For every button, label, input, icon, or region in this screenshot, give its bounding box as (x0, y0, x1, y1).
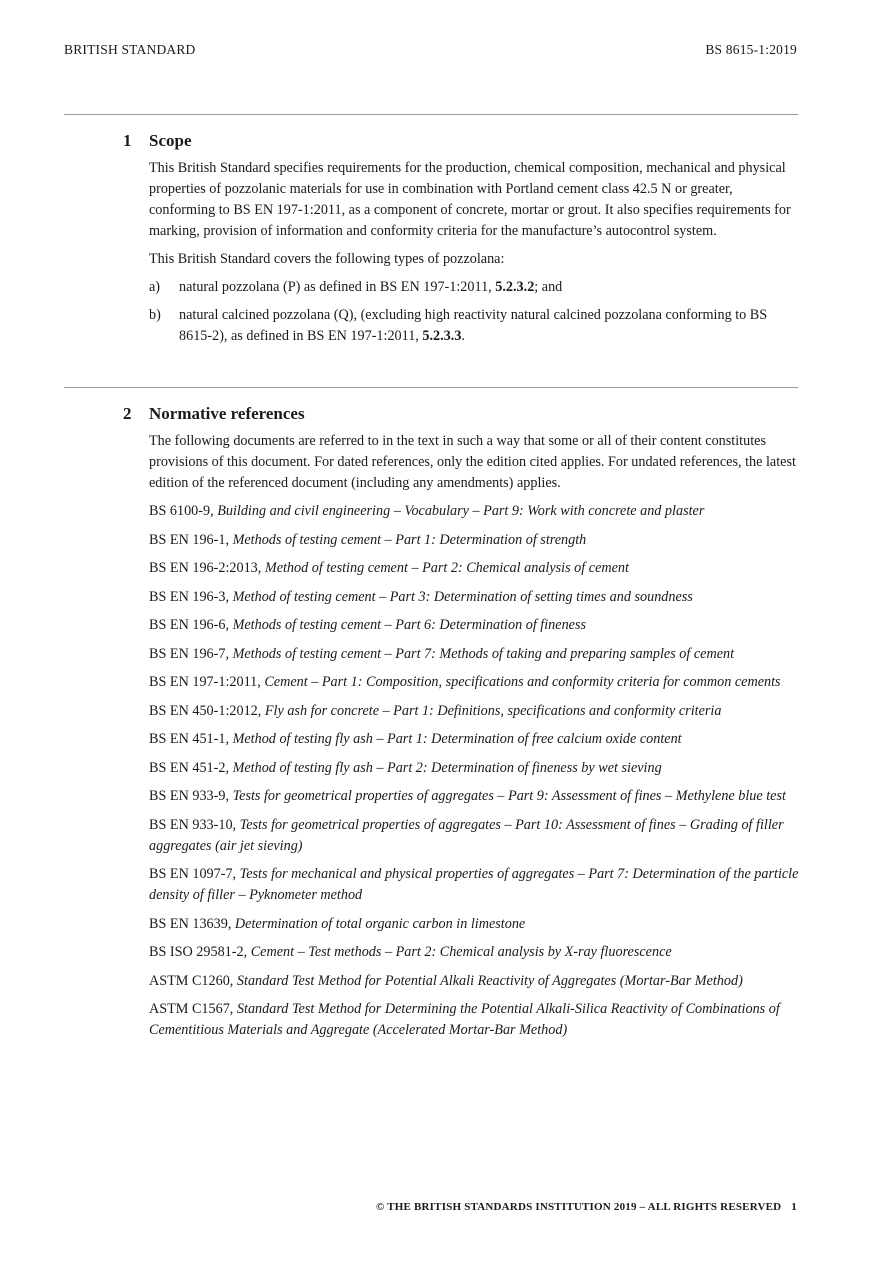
top-divider (64, 114, 798, 115)
scope-paragraph: This British Standard covers the following types of pozzolana: (149, 251, 505, 267)
scope-paragraph: This British Standard specifies requirements for the production, chemical composition, mechanical and physical properties of pozzolanic materials for use in combination with Portland cement class 42.5 N or greater, conforming to BS EN 197-1:2011, as a component of concrete, mortar or grout. It also specifies requirements for marking, provision of information and conformity criteria for the manufacture’s autocontrol system. (149, 160, 791, 239)
section-title: Normative references (149, 404, 305, 423)
list-item (149, 277, 799, 298)
reference-entry (149, 501, 799, 522)
reference-title: Methods of testing cement – Part 6: Determination of fineness (232, 617, 587, 633)
reference-code: BS EN 196-7, (149, 645, 233, 662)
page-footer (376, 1201, 797, 1213)
page-number: 1 (791, 1201, 797, 1213)
reference-entry (149, 701, 799, 722)
reference-code: BS EN 933-10, (149, 816, 240, 833)
reference-title: Method of testing fly ash – Part 1: Determination of free calcium oxide content (232, 731, 682, 747)
reference-title: Standard Test Method for Determining the Potential Alkali-Silica Reactivity of Combinations of Cementitious Materials and Aggregate (Accelerated Mortar-Bar Method) (149, 1001, 780, 1038)
reference-entry (149, 530, 799, 551)
reference-entry (149, 587, 799, 608)
list-text-end: . (461, 328, 465, 344)
reference-code: BS EN 196-6, (149, 617, 233, 633)
section-heading (0, 404, 892, 424)
reference-entry (149, 558, 799, 579)
running-header (64, 42, 797, 58)
reference-code: ASTM C1567, (149, 1001, 237, 1017)
reference-code: BS EN 450-1:2012, (149, 702, 265, 719)
section-title: Scope (149, 131, 192, 150)
header-left: BRITISH STANDARD (64, 42, 196, 57)
reference-title: Tests for geometrical properties of aggregates – Part 10: Assessment of fines – Grading of filler aggregates (air jet sieving) (149, 816, 784, 854)
section-number: 1 (123, 131, 132, 150)
reference-entry (149, 644, 799, 665)
section-divider (64, 387, 798, 388)
reference-title: Method of testing cement – Part 2: Chemical analysis of cement (264, 560, 629, 576)
list-text: natural calcined pozzolana (Q), (excluding high reactivity natural calcined pozzolana conforming to BS 8615-2), as defined in BS EN 197-1:2011, (179, 307, 768, 344)
reference-title: Determination of total organic carbon in limestone (234, 915, 526, 932)
section-heading (0, 131, 892, 151)
reference-code: BS EN 196-1, (149, 531, 233, 548)
reference-title: Methods of testing cement – Part 1: Determination of strength (232, 531, 587, 548)
reference-code: BS EN 451-2, (149, 759, 233, 776)
reference-title: Tests for mechanical and physical properties of aggregates – Part 7: Determination of the particle density of filler – Pyknometer method (149, 866, 799, 903)
reference-title: Methods of testing cement – Part 7: Methods of taking and preparing samples of cement (232, 645, 735, 662)
reference-title: Method of testing fly ash – Part 2: Determination of fineness by wet sieving (232, 759, 662, 776)
list-text: natural pozzolana (P) as defined in BS EN 197-1:2011, (179, 279, 496, 295)
reference-title: Building and civil engineering – Vocabulary – Part 9: Work with concrete and plaster (217, 503, 705, 519)
reference-entry (149, 672, 799, 693)
reference-title: Method of testing cement – Part 3: Determination of setting times and soundness (232, 588, 693, 605)
header-standard-number: BS 8615-1:2019 (705, 42, 797, 57)
list-item (149, 305, 799, 347)
reference-code: BS EN 451-1, (149, 731, 233, 747)
reference-title: Tests for geometrical properties of aggregates – Part 9: Assessment of fines – Methylene blue test (232, 788, 786, 804)
reference-entry (149, 615, 799, 636)
reference-code: ASTM C1260, (149, 972, 237, 989)
reference-title: Standard Test Method for Potential Alkali Reactivity of Aggregates (Mortar-Bar Method) (236, 972, 743, 989)
reference-code: BS EN 933-9, (149, 788, 233, 804)
reference-code: BS EN 1097-7, (149, 866, 240, 882)
reference-title: Cement – Part 1: Composition, specifications and conformity criteria for common cements (264, 674, 781, 690)
reference-entry (149, 786, 799, 807)
copyright-notice: © THE BRITISH STANDARDS INSTITUTION 2019 – ALL RIGHTS RESERVED (376, 1201, 782, 1213)
reference-code: BS EN 196-3, (149, 588, 233, 605)
reference-entry (149, 729, 799, 750)
reference-entry (149, 971, 799, 992)
reference-code: BS 6100-9, (149, 503, 218, 519)
reference-list (149, 501, 799, 1041)
reference-entry (149, 758, 799, 779)
reference-code: BS EN 196-2:2013, (149, 560, 265, 576)
intro-paragraph: The following documents are referred to in the text in such a way that some or all of their content constitutes provisions of this document. For dated references, only the edition cited applies. For undated references, the latest edition of the referenced document (including any amendments) applies. (149, 433, 796, 491)
clause-reference: 5.2.3.3 (422, 328, 462, 344)
section-normative-references (0, 404, 892, 1049)
reference-code: BS EN 13639, (149, 915, 235, 932)
reference-entry (149, 999, 799, 1041)
reference-entry (149, 942, 799, 963)
section-number: 2 (123, 404, 132, 423)
list-label: a) (149, 279, 161, 295)
reference-title: Cement – Test methods – Part 2: Chemical analysis by X-ray fluorescence (250, 944, 672, 960)
reference-code: BS ISO 29581-2, (149, 944, 251, 960)
clause-reference: 5.2.3.2 (495, 279, 535, 295)
list-label: b) (149, 307, 161, 323)
reference-entry (149, 914, 799, 935)
section-scope (0, 131, 892, 354)
reference-entry (149, 815, 799, 857)
reference-title: Fly ash for concrete – Part 1: Definitions, specifications and conformity criteria (264, 702, 722, 719)
list-text-end: ; and (534, 279, 563, 295)
reference-code: BS EN 197-1:2011, (149, 674, 265, 690)
reference-entry (149, 864, 799, 906)
